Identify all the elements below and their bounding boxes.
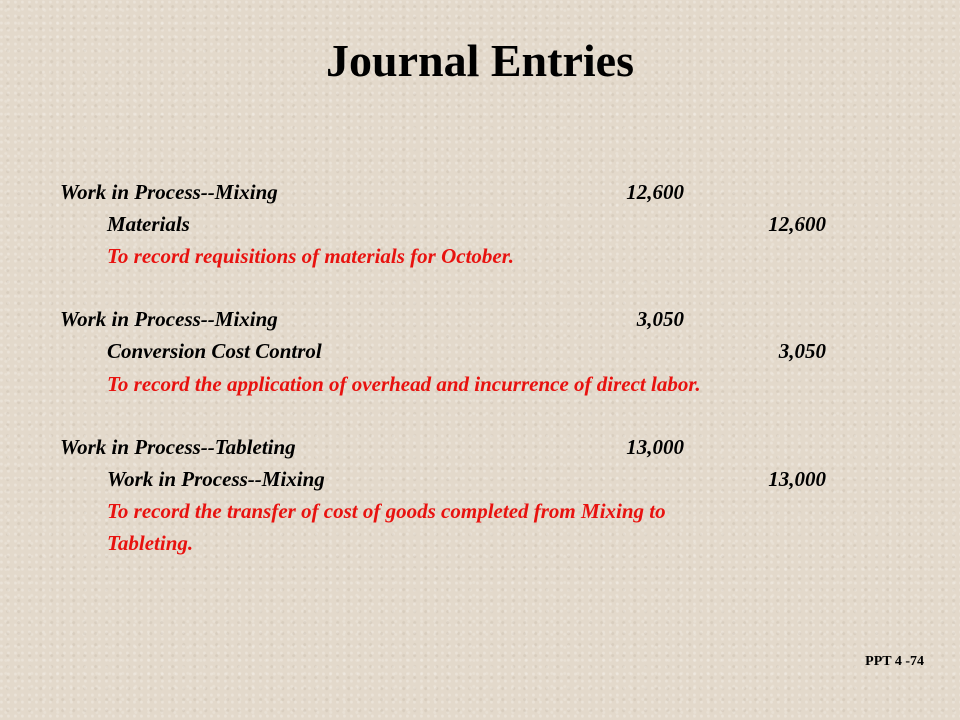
entry-1-credit-account: Materials xyxy=(107,212,190,236)
entry-3-explanation-line-1: To record the transfer of cost of goods completed from Mixing to xyxy=(107,499,666,523)
entry-3-explanation-line-2: Tableting. xyxy=(107,531,194,555)
entry-1-credit-amount: 12,600 xyxy=(768,212,826,236)
entry-1-explanation: To record requisitions of materials for October. xyxy=(107,244,514,268)
entry-3-credit-account: Work in Process--Mixing xyxy=(107,467,325,491)
entry-2-credit-account: Conversion Cost Control xyxy=(107,339,322,363)
slide-title: Journal Entries xyxy=(326,35,634,86)
entry-2-credit-amount: 3,050 xyxy=(778,339,826,363)
entry-3-credit-amount: 13,000 xyxy=(768,467,826,491)
entry-3-debit-account: Work in Process--Tableting xyxy=(60,435,296,459)
entry-1-debit-account: Work in Process--Mixing xyxy=(60,180,278,204)
entry-2-explanation: To record the application of overhead and incurrence of direct labor. xyxy=(107,372,701,396)
entry-1-debit-amount: 12,600 xyxy=(626,180,684,204)
slide-number: PPT 4 -74 xyxy=(865,654,924,669)
entry-3-debit-amount: 13,000 xyxy=(626,435,684,459)
entry-2-debit-amount: 3,050 xyxy=(636,307,684,331)
entry-2-debit-account: Work in Process--Mixing xyxy=(60,307,278,331)
